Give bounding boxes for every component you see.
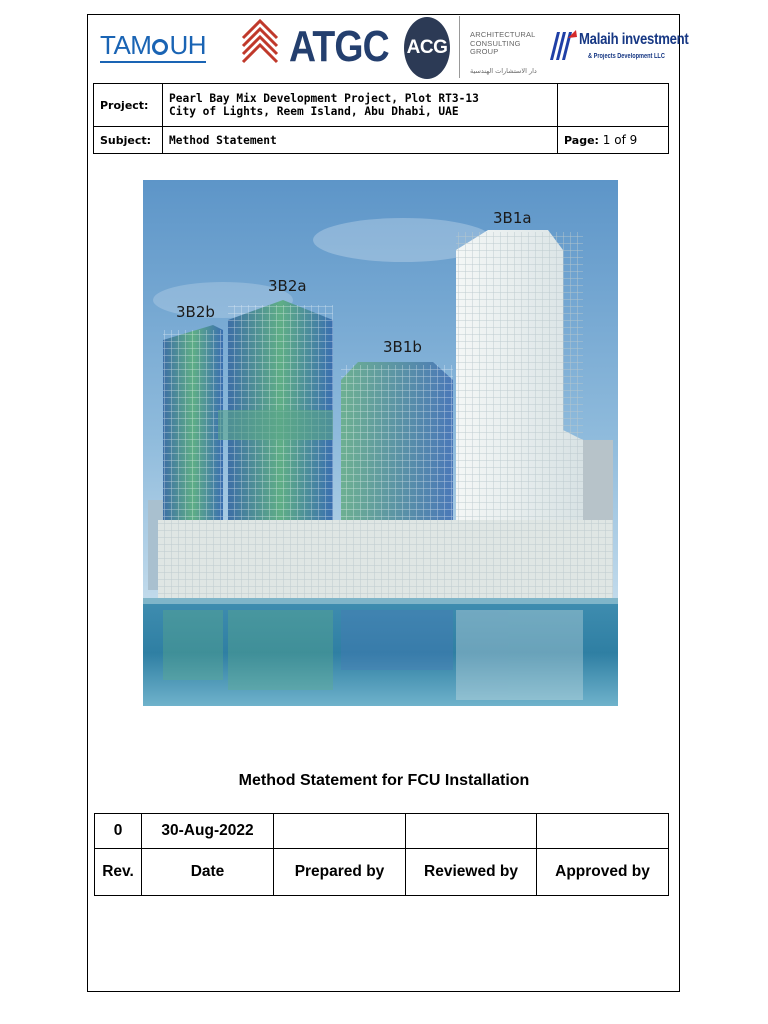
project-line-2: City of Lights, Reem Island, Abu Dhabi, UAE xyxy=(169,105,459,118)
tamouh-underline xyxy=(100,61,206,63)
atgc-logo-text: ATGC xyxy=(289,22,389,71)
malaih-logo-text: Malaih investment xyxy=(579,31,689,48)
acg-line-3: GROUP xyxy=(470,47,499,56)
acg-line-2: CONSULTING xyxy=(470,38,521,48)
rev-header: Rev. xyxy=(95,849,142,896)
tamouh-o-icon xyxy=(152,39,168,55)
revision-values-row xyxy=(95,814,669,849)
malaih-stripes-icon xyxy=(548,28,578,62)
approved-by-value xyxy=(537,814,669,849)
acg-logo-text xyxy=(470,31,536,57)
prepared-by-value xyxy=(274,814,406,849)
acg-arabic-text: دار الاستشارات الهندسية xyxy=(470,67,537,75)
revision-table xyxy=(94,813,669,896)
document-title: Method Statement for FCU Installation xyxy=(238,772,530,789)
building-rendering-image xyxy=(143,180,618,706)
project-row xyxy=(94,84,669,127)
subject-label: Subject: xyxy=(94,127,163,154)
reviewed-by-value xyxy=(406,814,537,849)
rev-number: 0 xyxy=(95,814,142,849)
acg-divider xyxy=(459,16,460,78)
subject-value: Method Statement xyxy=(163,127,558,154)
page-label: Page: xyxy=(564,134,599,147)
approved-by-header: Approved by xyxy=(537,849,669,896)
revision-headers-row xyxy=(95,849,669,896)
atgc-chevron-icon xyxy=(241,18,279,64)
tower-label-3b1a: 3B1a xyxy=(493,209,532,227)
page-number: 1 of 9 xyxy=(602,133,638,147)
tamouh-logo-text-a: TAM xyxy=(100,30,152,60)
subject-row xyxy=(94,127,669,154)
prepared-by-header: Prepared by xyxy=(274,849,406,896)
project-label: Project: xyxy=(94,84,163,127)
project-line-1: Pearl Bay Mix Development Project, Plot RT3-13 xyxy=(169,92,479,105)
tower-label-3b2b: 3B2b xyxy=(176,303,215,321)
malaih-logo-subtext: & Projects Development LLC xyxy=(588,53,665,60)
tamouh-logo xyxy=(100,30,206,61)
project-value xyxy=(163,84,558,127)
date-header: Date xyxy=(142,849,274,896)
tamouh-logo-text-b: UH xyxy=(169,30,207,60)
project-empty-cell xyxy=(558,84,669,127)
acg-line-1: ARCHITECTURAL xyxy=(470,30,536,39)
project-info-table xyxy=(93,83,669,154)
acg-logo-mark: ACG xyxy=(404,17,450,79)
rev-date: 30-Aug-2022 xyxy=(142,814,274,849)
page-number-cell xyxy=(558,127,669,154)
tower-label-3b2a: 3B2a xyxy=(268,277,307,295)
tower-label-3b1b: 3B1b xyxy=(383,338,422,356)
reviewed-by-header: Reviewed by xyxy=(406,849,537,896)
